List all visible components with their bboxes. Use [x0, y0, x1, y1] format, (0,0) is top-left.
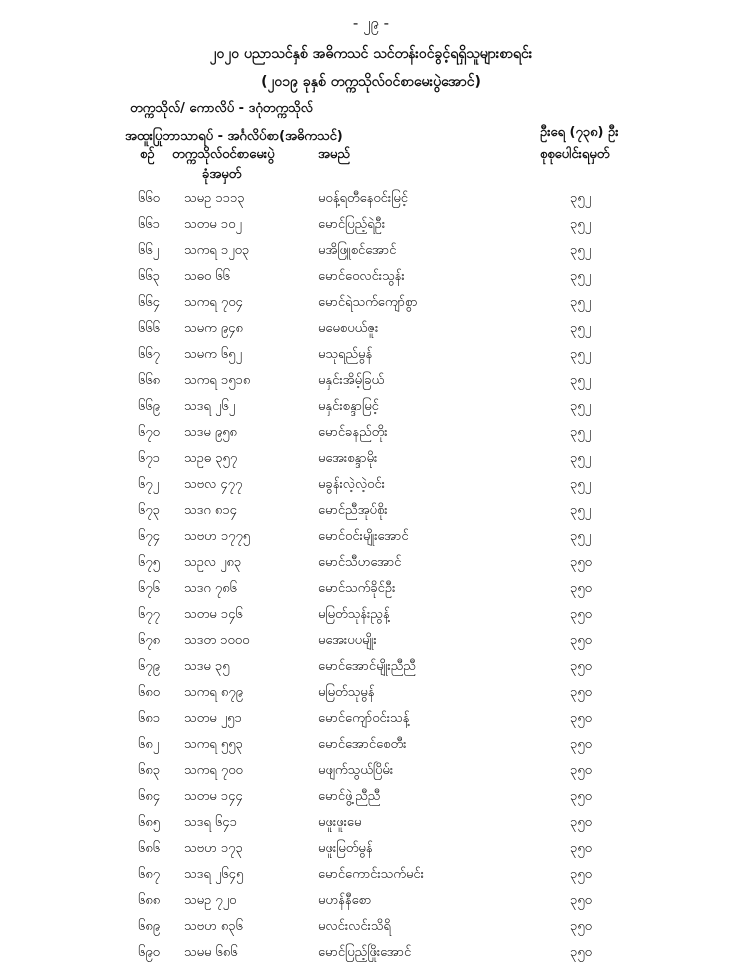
roll-number-cell: သဒမ ၃၅ [184, 659, 230, 674]
student-name-cell: မသုရည်မွန် [318, 347, 373, 362]
table-row [0, 268, 742, 294]
total-marks-cell: ၃၅၂ [570, 529, 592, 544]
student-name-cell: မမြတ်သုမွန် [318, 685, 375, 700]
student-name-cell: မောင်အောင်စေတီး [318, 737, 407, 752]
roll-number-cell: သတမ ၁၄၆ [184, 607, 243, 622]
roll-number-cell: သမက ၆၅၂ [184, 347, 242, 362]
serial-number-header: စဉ် [140, 147, 155, 162]
serial-number-cell: ၆၆၉ [138, 399, 160, 414]
table-row [0, 242, 742, 268]
student-name-cell: မဖူးမြတ်မွန် [318, 841, 373, 856]
total-marks-cell: ၃၅၀ [570, 945, 592, 960]
table-row [0, 606, 742, 632]
student-name-cell: မအိဖြူစင်အောင် [318, 243, 397, 258]
student-name-cell: မအေးပပမျိုး [318, 633, 377, 648]
student-name-cell: မောင်ဖွဲ့ညီညီ [318, 789, 381, 804]
student-name-cell: မောင်ဝေလင်းသွန်း [318, 269, 405, 284]
total-marks-cell: ၃၅၂ [570, 321, 592, 336]
student-name-cell: မမြတ်သုန်းညွန့် [318, 607, 390, 622]
total-marks-cell: ၃၅၂ [570, 503, 592, 518]
table-row [0, 398, 742, 424]
serial-number-cell: ၆၇၉ [138, 659, 160, 674]
serial-number-cell: ၆၇၂ [138, 477, 160, 492]
total-marks-cell: ၃၅၀ [570, 737, 592, 752]
table-row [0, 320, 742, 346]
roll-number-cell: သကရ ၅၅၃ [184, 737, 243, 752]
total-marks-cell: ၃၅၂ [570, 451, 592, 466]
serial-number-cell: ၆၆၈ [138, 373, 161, 388]
student-name-cell: မနှင်းစန္ဒာမြင့် [318, 399, 379, 414]
serial-number-cell: ၆၈၂ [138, 737, 160, 752]
student-count-label: ဦးရေ (၇၃၈) ဦး [540, 125, 619, 140]
total-marks-cell: ၃၅၀ [570, 789, 592, 804]
roll-number-cell: သဒရ ၆၄၁ [184, 815, 237, 830]
roll-number-cell: သကရ ၁၅၁၈ [184, 373, 251, 388]
serial-number-cell: ၆၈၆ [138, 841, 161, 856]
roll-number-cell: သဓဝ ၆၆ [184, 269, 230, 284]
name-header: အမည် [318, 147, 350, 162]
serial-number-cell: ၆၈၁ [138, 711, 161, 726]
total-marks-cell: ၃၅၀ [570, 555, 592, 570]
roll-number-cell: သဗဟ ၁၇၇၅ [184, 529, 251, 544]
student-name-cell: မောင်ညီအုပ်စိုး [318, 503, 388, 518]
serial-number-cell: ၆၈၅ [138, 815, 161, 830]
total-marks-cell: ၃၅၂ [570, 373, 592, 388]
student-name-cell: မဝန့်ရတီနေဝင်းမြင့် [318, 191, 408, 206]
table-row [0, 840, 742, 866]
serial-number-cell: ၆၆၁ [138, 217, 160, 232]
serial-number-cell: ၆၈၃ [138, 763, 161, 778]
table-row [0, 736, 742, 762]
total-marks-cell: ၃၅၀ [570, 763, 592, 778]
table-row [0, 658, 742, 684]
total-marks-cell: ၃၅၀ [570, 633, 592, 648]
total-marks-cell: ၃၅၂ [570, 347, 592, 362]
major-label: အထူးပြုဘာသာရပ် - အင်္ဂလိပ်စာ(အဓိကသင်) [125, 129, 343, 144]
total-marks-cell: ၃၅၂ [570, 191, 592, 206]
total-marks-cell: ၃၅၀ [570, 815, 592, 830]
student-name-cell: မောင်ရဲသက်ကျော်စွာ [318, 295, 418, 310]
table-row [0, 788, 742, 814]
table-row [0, 294, 742, 320]
student-name-cell: မောင်ကောင်းသက်မင်း [318, 867, 424, 882]
total-marks-cell: ၃၅၂ [570, 243, 592, 258]
student-name-cell: မအေးစန္ဒာမိုး [318, 451, 378, 466]
table-row [0, 944, 742, 970]
student-name-cell: မောင်အောင်မျိုးညီညီ [318, 659, 416, 674]
serial-number-cell: ၆၇၁ [138, 451, 160, 466]
serial-number-cell: ၆၆၄ [138, 295, 160, 310]
table-row [0, 892, 742, 918]
roll-number-cell: သကရ ၇၀၄ [184, 295, 243, 310]
total-marks-cell: ၃၅၀ [570, 893, 592, 908]
table-row [0, 476, 742, 502]
table-row [0, 372, 742, 398]
student-name-cell: မနှင်းအိမ့်ခြယ် [318, 373, 385, 388]
table-row [0, 346, 742, 372]
serial-number-cell: ၆၈၇ [138, 867, 161, 882]
table-row [0, 918, 742, 944]
roll-number-cell: သတမ ၁၄၄ [184, 789, 243, 804]
table-row [0, 528, 742, 554]
total-marks-header: စုစုပေါင်းရမှတ် [540, 147, 610, 162]
table-row [0, 684, 742, 710]
total-marks-cell: ၃၅၀ [570, 685, 592, 700]
total-marks-cell: ၃၅၀ [570, 919, 592, 934]
roll-number-cell: သတမ ၂၅၁ [184, 711, 242, 726]
total-marks-cell: ၃၅၀ [570, 841, 592, 856]
table-row [0, 502, 742, 528]
roll-number-cell: သကရ ၈၇၉ [184, 685, 243, 700]
total-marks-cell: ၃၅၂ [570, 477, 592, 492]
total-marks-cell: ၃၅၂ [570, 399, 592, 414]
total-marks-cell: ၃၅၂ [570, 295, 592, 310]
serial-number-cell: ၆၈၀ [138, 685, 161, 700]
table-row [0, 450, 742, 476]
student-name-cell: မောင်သက်ခိုင်ဦး [318, 581, 396, 596]
serial-number-cell: ၆၆၀ [138, 191, 160, 206]
student-name-cell: မလင်းလင်းသိရိ [318, 919, 391, 934]
roll-number-cell: သဒတ ၁၀၀၀ [184, 633, 250, 648]
serial-number-cell: ၆၇၃ [138, 503, 160, 518]
roll-number-cell: သဥဓ ၃၅၇ [184, 451, 238, 466]
page-number: - ၂၉ - [352, 14, 390, 32]
roll-number-cell: သဒဂ ၇၈၆ [184, 581, 237, 596]
document-title: ၂၀၂၀ ပညာသင်နှစ် အဓိကသင် သင်တန်းဝင်ခွင့်ရရှိသူများစာရင်း [209, 46, 533, 62]
table-row [0, 190, 742, 216]
table-row [0, 216, 742, 242]
roll-number-cell: သဥလ ၂၈၃ [184, 555, 242, 570]
roll-number-cell: သတမ ၁၀၂ [184, 217, 242, 232]
total-marks-cell: ၃၅၂ [570, 217, 592, 232]
roll-number-cell: သမဥ ၇၂၀ [184, 893, 237, 908]
roll-number-cell: သမက ၉၄၈ [184, 321, 243, 336]
table-row [0, 424, 742, 450]
student-name-cell: မောင်ဝင်းမျိုးအောင် [318, 529, 409, 544]
document-subtitle: (၂၀၁၉ ခုနှစ် တက္ကသိုလ်ဝင်စာမေးပွဲအောင်) [261, 74, 481, 90]
student-name-cell: မောင်ပြည့်ရဲဦး [318, 217, 386, 232]
serial-number-cell: ၆၇၆ [138, 581, 160, 596]
table-row [0, 554, 742, 580]
total-marks-cell: ၃၅၀ [570, 581, 592, 596]
student-name-cell: မဟန်နီစော [318, 893, 372, 908]
student-name-cell: မမေစပယ်ဇူး [318, 321, 379, 336]
table-row [0, 632, 742, 658]
table-row [0, 866, 742, 892]
student-name-cell: မဖူးဖူးမေ [318, 815, 362, 830]
total-marks-cell: ၃၅၀ [570, 607, 592, 622]
serial-number-cell: ၆၇၄ [138, 529, 160, 544]
serial-number-cell: ၆၈၉ [138, 919, 161, 934]
roll-number-cell: သဒဂ ၈၁၄ [184, 503, 237, 518]
roll-number-cell: သဒရ ၂၆၄၅ [184, 867, 244, 882]
student-name-cell: မောင်သီဟအောင် [318, 555, 402, 570]
table-row [0, 762, 742, 788]
total-marks-cell: ၃၅၀ [570, 711, 592, 726]
roll-number-cell: သကရ ၇၀၀ [184, 763, 243, 778]
student-name-cell: မောင်ကျော်ဝင်းသန့် [318, 711, 410, 726]
serial-number-cell: ၆၈၄ [138, 789, 161, 804]
student-name-cell: မခွန်းလဲ့လဲ့ဝင်း [318, 477, 385, 492]
roll-number-cell: သဗဟ ၈၃၆ [184, 919, 243, 934]
total-marks-cell: ၃၅၀ [570, 867, 592, 882]
serial-number-cell: ၆၉၀ [138, 945, 160, 960]
serial-number-cell: ၆၇၅ [138, 555, 160, 570]
serial-number-cell: ၆၈၈ [138, 893, 161, 908]
roll-number-cell: သဒရ ၂၆၂ [184, 399, 236, 414]
serial-number-cell: ၆၆၂ [138, 243, 160, 258]
serial-number-cell: ၆၆၇ [138, 347, 160, 362]
total-marks-cell: ၃၅၀ [570, 659, 592, 674]
roll-number-header-line2: ခုံအမှတ် [202, 167, 242, 182]
university-label: တက္ကသိုလ်/ ကောလိပ် - ဒဂုံတက္ကသိုလ် [130, 101, 313, 116]
roll-number-cell: သမမ ၆၈၆ [184, 945, 238, 960]
serial-number-cell: ၆၇၀ [138, 425, 160, 440]
serial-number-cell: ၆၆၆ [138, 321, 160, 336]
roll-number-cell: သဗဟ ၁၇၃ [184, 841, 243, 856]
total-marks-cell: ၃၅၂ [570, 425, 592, 440]
roll-number-header: တက္ကသိုလ်ဝင်စာမေးပွဲ [172, 147, 275, 162]
roll-number-cell: သဗလ ၄၇၇ [184, 477, 243, 492]
student-name-cell: မောင်ပြည့်ဖြိုးအောင် [318, 945, 412, 960]
roll-number-cell: သကရ ၁၂၀၃ [184, 243, 250, 258]
serial-number-cell: ၆၆၃ [138, 269, 160, 284]
table-row [0, 710, 742, 736]
roll-number-cell: သမဥ ၁၁၁၃ [184, 191, 245, 206]
student-name-cell: မဖျက်သွယ်ပြိမ်း [318, 763, 394, 778]
student-name-cell: မောင်ခနည်တိုး [318, 425, 388, 440]
serial-number-cell: ၆၇၈ [138, 633, 161, 648]
table-row [0, 814, 742, 840]
table-row [0, 580, 742, 606]
roll-number-cell: သဒမ ၉၅၈ [184, 425, 237, 440]
serial-number-cell: ၆၇၇ [138, 607, 160, 622]
total-marks-cell: ၃၅၂ [570, 269, 592, 284]
